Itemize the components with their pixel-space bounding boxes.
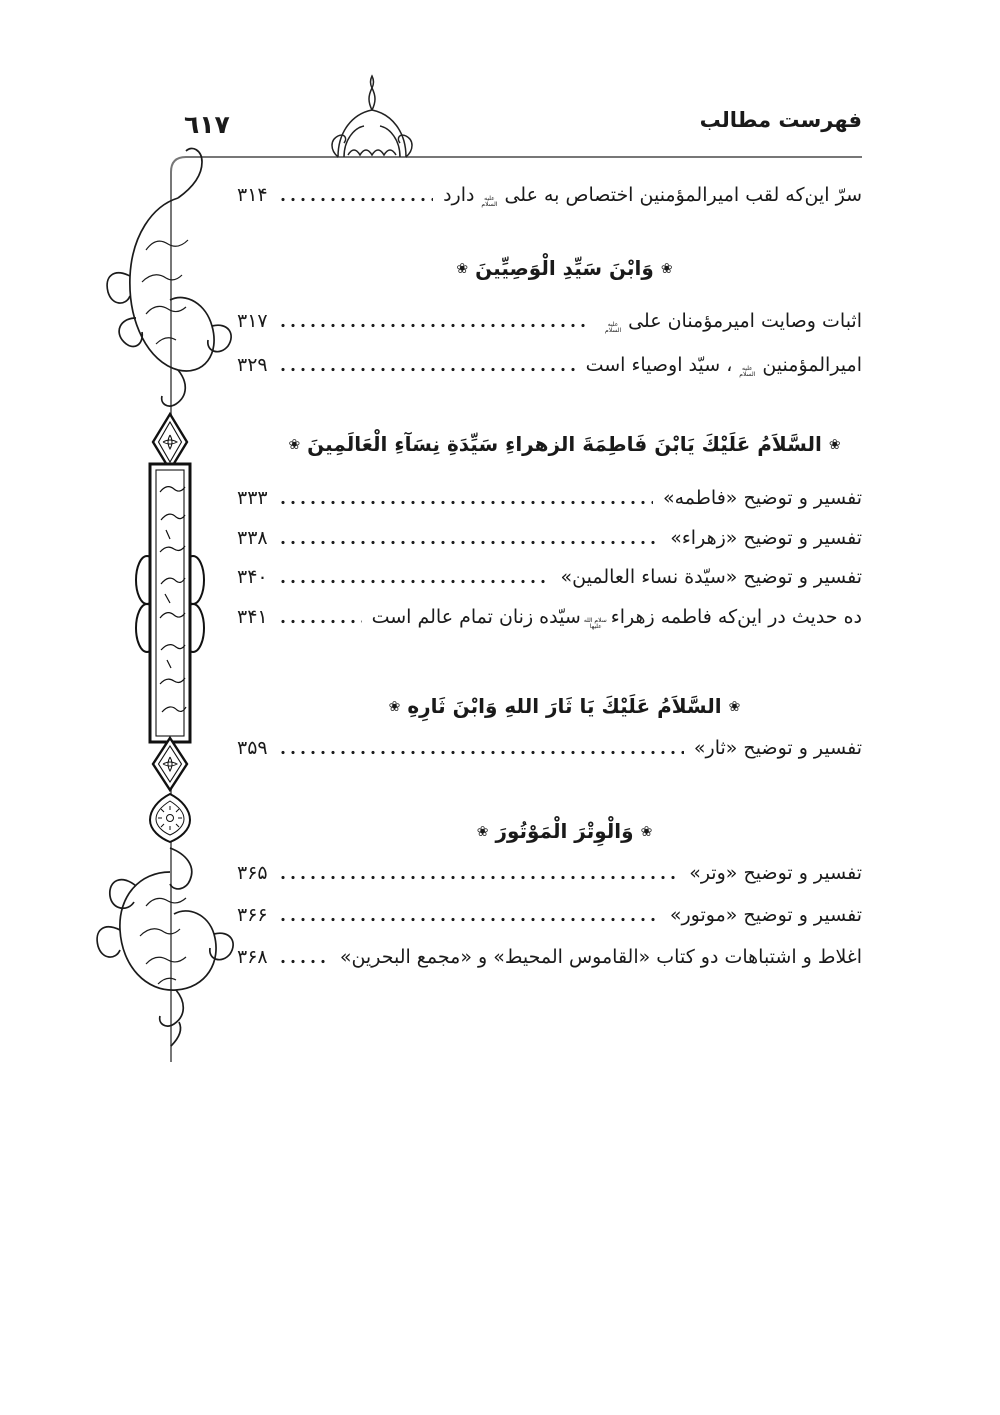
toc-row [237, 306, 862, 336]
toc-entry-text [598, 306, 862, 336]
toc-entry-text [694, 733, 862, 763]
section-heading-text: وَالْوِتْرَ الْمَوْتُورَ [495, 819, 634, 843]
dot-leader [278, 500, 653, 505]
dot-leader [278, 959, 330, 964]
toc-entry-text [372, 602, 862, 632]
toc-page-number: ۳۶۸ [237, 946, 268, 968]
rosette-icon: ❀ [388, 699, 401, 715]
salamullah-alayha-icon: سلام الله عليها [583, 617, 607, 630]
toc-entry-text [340, 942, 862, 972]
entry-text: دارد [443, 184, 475, 206]
entry-text: تفسیر و توضیح «زهراء» [670, 527, 862, 549]
toc-page-number: ۳۳۳ [237, 487, 268, 509]
rosette-icon: ❀ [288, 437, 301, 453]
entry-text: سرّ این‌که لقب امیرالمؤمنین اختصاص به علی [504, 184, 862, 206]
toc-entry-text [663, 483, 862, 513]
toc-page-number: ۳۱۷ [237, 310, 268, 332]
entry-text: تفسیر و توضیح «ثار» [693, 737, 862, 759]
page-number: ٦١٧ [184, 110, 230, 139]
calligraphy-squiggles [140, 898, 186, 984]
dot-leader [278, 619, 362, 624]
toc-row [237, 180, 862, 210]
rosette-icon: ❀ [640, 824, 653, 840]
dot-leader [278, 875, 680, 880]
dot-leader [278, 917, 660, 922]
entry-text: امیرالمؤمنین [762, 354, 862, 376]
entry-text: ، سیّد اوصیاء است [585, 354, 733, 376]
calligraphy-squiggles [142, 240, 188, 344]
rosette-icon: ❀ [476, 824, 489, 840]
dot-leader [278, 367, 576, 372]
rosette-icon: ❀ [828, 437, 841, 453]
dot-leader [278, 579, 551, 584]
toc-page-number: ۳۶۵ [237, 862, 268, 884]
toc-page-number: ۳۵۹ [237, 737, 268, 759]
diamond-finial-bottom [153, 738, 187, 790]
section-heading [267, 252, 862, 287]
calligraphy-squiggles [160, 487, 186, 712]
toc-row [237, 523, 862, 553]
section-heading-text: وَابْنَ سَیِّدِ الْوَصِیِّینَ [475, 256, 654, 280]
section-heading-text: السَّلاَمُ عَلَیْكَ یَابْنَ فَاطِمَةَ الزهراءِ سَیِّدَةِ نِسَآءِ الْعَالَمِینَ [307, 432, 822, 456]
toc-row [237, 900, 862, 930]
floral-medallion-top [107, 148, 231, 406]
entry-text: تفسیر و توضیح «سیّدة نساء العالمین» [560, 566, 862, 588]
entry-text: تفسیر و توضیح «وتر» [689, 862, 862, 884]
toc-page-number: ۳۴۱ [237, 606, 268, 628]
toc-row [237, 858, 862, 888]
toc-row [237, 350, 862, 380]
page-title: فهرست مطالب [699, 108, 862, 132]
entry-text: سیّده زنان تمام عالم است [371, 606, 581, 628]
alayhis-salam-icon: عليه السلام [605, 321, 622, 334]
floral-medallion-bottom [97, 848, 233, 1046]
section-heading [267, 428, 862, 463]
toc-entry-text [670, 523, 862, 553]
toc-page-number: ۳۴۰ [237, 566, 268, 588]
toc-row [237, 733, 862, 763]
diamond-finial-top [153, 414, 187, 470]
drop-finial-ornament [150, 794, 190, 842]
toc-page-number: ۳۱۴ [237, 184, 268, 206]
toc-entry-text [689, 858, 862, 888]
cartouche-ornament [136, 464, 204, 742]
rosette-icon: ❀ [456, 261, 469, 277]
dot-leader [278, 197, 433, 202]
rosette-icon: ❀ [728, 699, 741, 715]
toc-entry-text [586, 350, 862, 380]
rosette-icon: ❀ [660, 261, 673, 277]
entry-text: اثبات وصایت امیرمؤمنان علی [628, 310, 862, 332]
section-heading [267, 690, 862, 725]
toc-row [237, 562, 862, 592]
toc-page-number: ۳۳۸ [237, 527, 268, 549]
toc-entry-text [670, 900, 862, 930]
entry-text: ده حدیث در این‌که فاطمه زهراء [610, 606, 862, 628]
toc-entry-text [443, 180, 862, 210]
entry-text: اغلاط و اشتباهات دو کتاب «القاموس المحیط» و «مجمع البحرین» [339, 946, 862, 968]
toc-row [237, 483, 862, 513]
toc-row [237, 942, 862, 972]
section-heading-text: السَّلاَمُ عَلَیْكَ یَا ثَارَ اللهِ وَابْنَ ثَارِهِ [407, 694, 722, 718]
toc-page-number: ۳۲۹ [237, 354, 268, 376]
section-heading [267, 815, 862, 850]
entry-text: تفسیر و توضیح «فاطمه» [662, 487, 862, 509]
dot-leader [278, 323, 588, 328]
toc-page-number: ۳۶۶ [237, 904, 268, 926]
dot-leader [278, 750, 684, 755]
alayhis-salam-icon: عليه السلام [739, 365, 756, 378]
entry-text: تفسیر و توضیح «موتور» [669, 904, 862, 926]
toc-row [237, 602, 862, 632]
dot-leader [278, 540, 661, 545]
alayhis-salam-icon: عليه السلام [481, 195, 498, 208]
toc-content [237, 0, 862, 1415]
toc-entry-text [561, 562, 862, 592]
